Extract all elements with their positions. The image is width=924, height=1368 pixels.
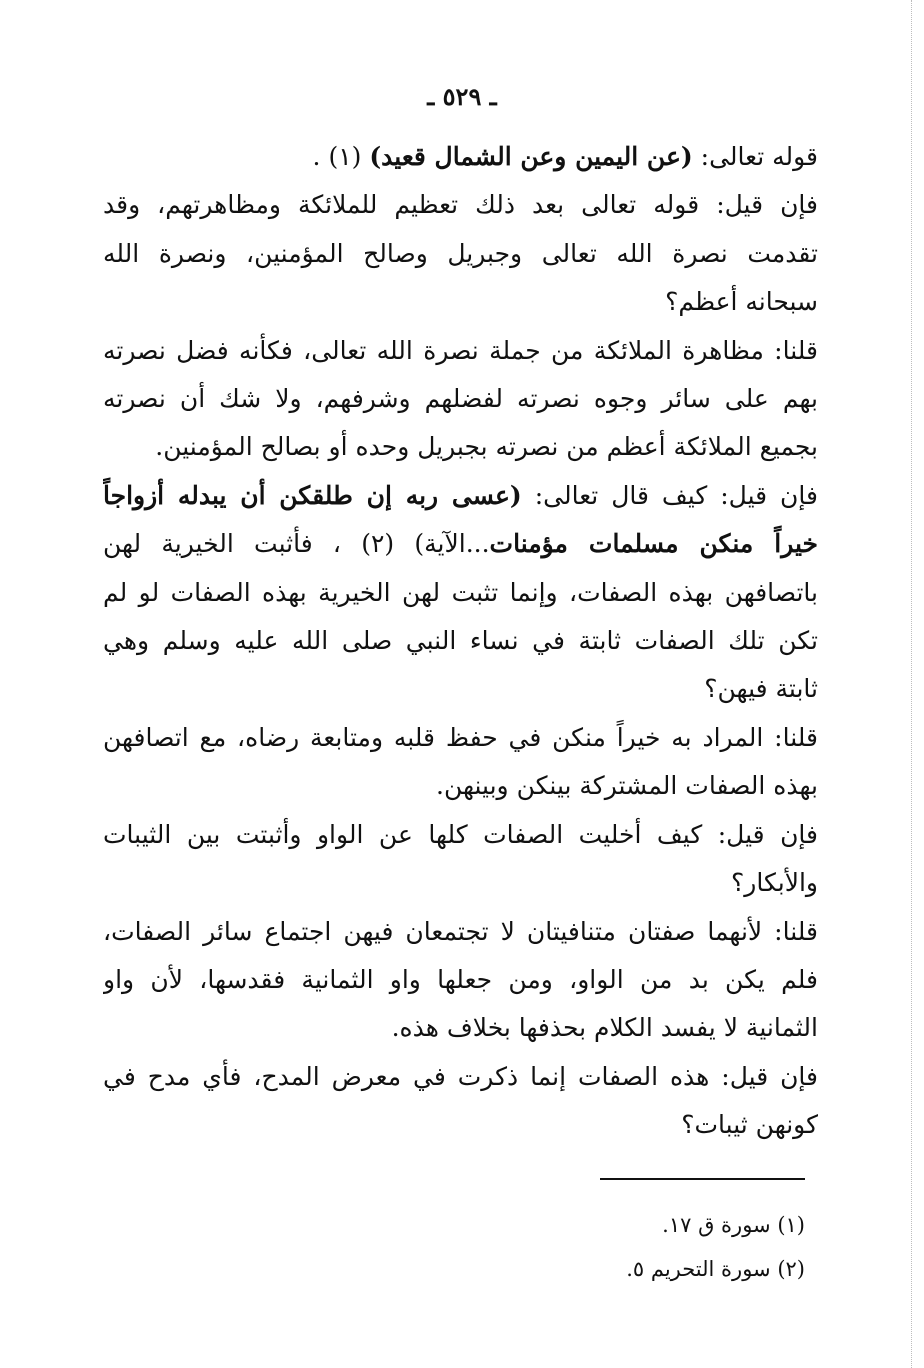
text-line: كونهن ثيبات؟ (681, 1110, 818, 1140)
line-text: (١) . (312, 142, 370, 171)
text-line: تقدمت نصرة الله تعالى وجبريل وصالح المؤمنين، ونصرة الله (103, 238, 818, 268)
line-text: ...الآية) (٢) ، فأثبت الخيرية لهن (103, 529, 490, 559)
text-line: الثمانية لا يفسد الكلام بحذفها بخلاف هذه. (391, 1013, 818, 1043)
body-text (103, 133, 818, 1150)
footnotes (400, 1203, 805, 1291)
quran-quote: (عن اليمين وعن الشمال قعيد) (369, 142, 693, 171)
line-text: قوله تعالى: (692, 142, 818, 171)
paragraph (103, 133, 818, 181)
scan-edge (910, 0, 912, 1368)
paragraph (103, 908, 818, 1053)
text-line: والأبكار؟ (731, 868, 818, 898)
text-line: فإن قيل: كيف أخليت الصفات كلها عن الواو وأثبتت بين الثيبات (103, 819, 818, 849)
text-line: سبحانه أعظم؟ (665, 287, 818, 317)
quran-quote: (عسى ربه إن طلقكن أن يبدله أزواجاً (103, 480, 522, 510)
text-line: ثابتة فيهن؟ (704, 674, 818, 704)
paragraph (103, 472, 818, 714)
quran-quote: خيراً منكن مسلمات مؤمنات (489, 529, 818, 559)
paragraph (103, 327, 818, 472)
text-line: قلنا: المراد به خيراً منكن في حفظ قلبه ومتابعة رضاه، مع اتصافهن (103, 722, 818, 752)
paragraph (103, 181, 818, 326)
text-line (103, 472, 818, 520)
text-line: باتصافهن بهذه الصفات، وإنما تثبت لهن الخيرية بهذه الصفات لو لم (103, 577, 818, 607)
line-text: فإن قيل: كيف قال تعالى: (521, 480, 818, 510)
footnote-2: (٢) سورة التحريم ٥. (626, 1257, 805, 1281)
text-line: تكن تلك الصفات ثابتة في نساء النبي صلى الله عليه وسلم وهي (103, 626, 818, 656)
text-line: فإن قيل: قوله تعالى بعد ذلك تعظيم للملائكة ومظاهرتهم، وقد (103, 190, 818, 220)
paragraph (103, 811, 818, 908)
text-line: قلنا: لأنهما صفتان متنافيتان لا تجتمعان فيهن اجتماع سائر الصفات، (103, 916, 818, 946)
paragraph (103, 714, 818, 811)
footnote-1: (١) سورة ق ١٧. (662, 1213, 805, 1237)
text-line: فلم يكن بد من الواو، ومن جعلها واو الثمانية فقدسها، لأن واو (103, 964, 818, 994)
paragraph (103, 1053, 818, 1150)
text-line: بهذه الصفات المشتركة بينكن وبينهن. (436, 771, 818, 801)
text-line: بجميع الملائكة أعظم من نصرته بجبريل وحده أو بصالح المؤمنين. (155, 432, 818, 462)
footnote-rule (600, 1178, 805, 1180)
text-line: قلنا: مظاهرة الملائكة من جملة نصرة الله تعالى، فكأنه فضل نصرته (103, 335, 818, 365)
text-line: بهم على سائر وجوه نصرته لفضلهم وشرفهم، ولا شك أن نصرته (103, 384, 818, 414)
page-number: ـ ٥٢٩ ـ (427, 82, 497, 111)
text-line: فإن قيل: هذه الصفات إنما ذكرت في معرض المدح، فأي مدح في (103, 1061, 818, 1091)
text-line (103, 133, 818, 181)
text-line (103, 520, 818, 568)
